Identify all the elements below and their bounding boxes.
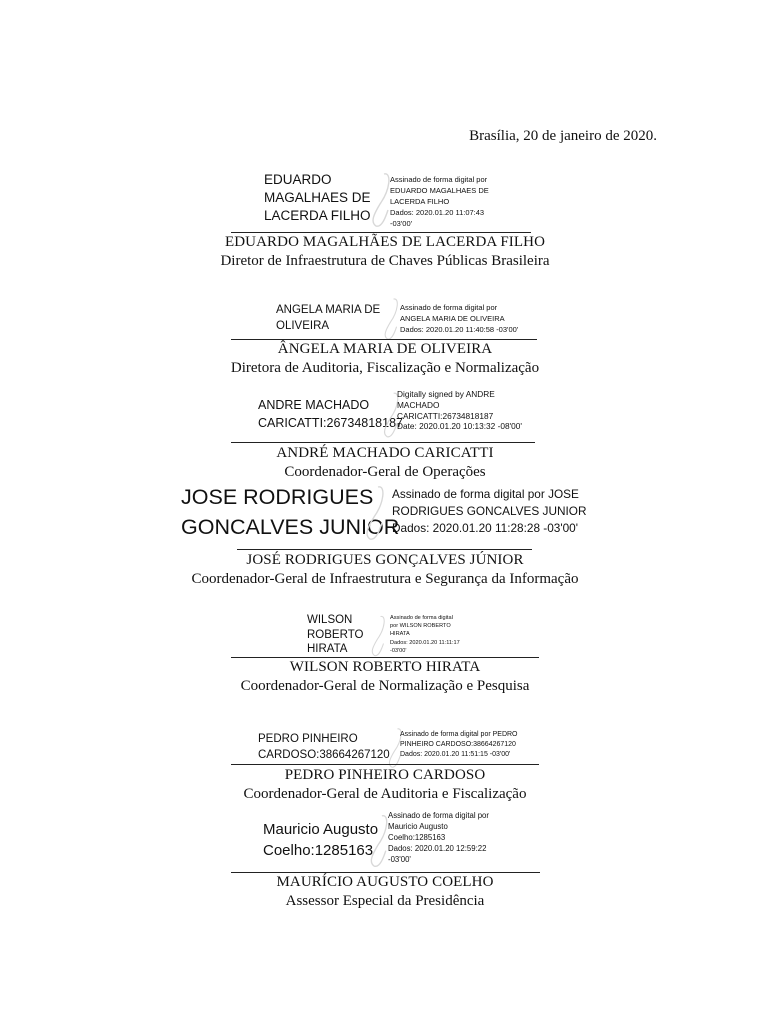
- signer-caption: [0, 551, 770, 589]
- signature-details: [400, 730, 540, 760]
- sig-detail-line: -03'00': [390, 647, 407, 654]
- signer-name-line: OLIVEIRA: [276, 320, 330, 332]
- sig-detail-line: Mauricio Augusto: [388, 822, 448, 831]
- sig-detail-line: Dados: 2020.01.20 11:11:17: [390, 639, 460, 646]
- signature-block-wilson: [307, 613, 363, 657]
- signer-name-line: ROBERTO: [307, 628, 364, 641]
- printed-name: ANDRÉ MACHADO CARICATTI: [276, 445, 494, 461]
- sig-detail-line: MACHADO: [397, 399, 440, 410]
- sig-detail-line: -03'00': [390, 219, 413, 228]
- signer-name-line: Mauricio Augusto: [263, 821, 379, 838]
- printed-name: EDUARDO MAGALHÃES DE LACERDA FILHO: [224, 234, 546, 250]
- signer-name-line: CARICATTI:26734818187: [258, 416, 403, 430]
- document-date: Brasília, 20 de janeiro de 2020.: [469, 128, 657, 144]
- signer-caption: [0, 766, 770, 804]
- signer-role: Diretora de Auditoria, Fiscalização e Normalização: [230, 360, 540, 376]
- signer-role: Coordenador-Geral de Auditoria e Fiscalização: [243, 786, 527, 802]
- signer-role: Coordenador-Geral de Infraestrutura e Segurança da Informação: [191, 571, 579, 587]
- signer-role: Coordenador-Geral de Normalização e Pesquisa: [240, 678, 530, 694]
- sig-detail-line: Date: 2020.01.20 10:13:32 -08'00': [397, 421, 522, 432]
- signer-name-line: EDUARDO: [264, 172, 332, 187]
- sig-detail-line: EDUARDO MAGALHAES DE: [390, 186, 489, 195]
- sig-detail-line: -03'00': [388, 855, 411, 864]
- signer-caption: [0, 340, 770, 378]
- sig-detail-line: Digitally signed by ANDRE: [397, 389, 495, 399]
- signer-name-line: HIRATA: [307, 643, 348, 655]
- printed-name: JOSÉ RODRIGUES GONÇALVES JÚNIOR: [246, 552, 524, 568]
- signer-role: Coordenador-Geral de Operações: [284, 464, 486, 480]
- signer-name-line: PEDRO PINHEIRO: [258, 733, 358, 745]
- signer-caption: [0, 444, 770, 482]
- printed-name: ÂNGELA MARIA DE OLIVEIRA: [277, 341, 493, 357]
- signer-name-line: LACERDA FILHO: [264, 208, 371, 223]
- sig-detail-line: ANGELA MARIA DE OLIVEIRA: [400, 314, 505, 323]
- sig-detail-line: Coelho:1285163: [388, 833, 446, 842]
- signer-name-line: MAGALHAES DE: [264, 190, 371, 205]
- signer-caption: [0, 658, 770, 696]
- signature-details: [392, 486, 612, 537]
- signature-details: [390, 614, 500, 655]
- sig-detail-line: Assinado de forma digital por: [388, 811, 489, 820]
- sig-detail-line: Assinado de forma digital por PEDRO: [400, 731, 518, 738]
- sig-detail-line: Assinado de forma digital por: [400, 303, 498, 312]
- signer-name-line: WILSON: [307, 614, 353, 626]
- signature-details: [388, 810, 518, 865]
- signer-name-line: Coelho:1285163: [263, 842, 374, 859]
- sig-detail-line: Assinado de forma digital por: [390, 175, 488, 184]
- signer-name-line: CARDOSO:38664267120: [258, 749, 390, 761]
- sig-detail-line: RODRIGUES GONCALVES JUNIOR: [392, 504, 587, 518]
- sig-detail-line: Dados: 2020.01.20 11:07:43: [390, 208, 485, 217]
- signer-caption: [0, 233, 770, 271]
- sig-detail-line: Dados: 2020.01.20 12:59:22: [388, 844, 487, 853]
- sig-detail-line: PINHEIRO CARDOSO:38664267120: [400, 741, 516, 748]
- signature-block-angela: [276, 302, 380, 334]
- signature-block-andre: [258, 396, 403, 432]
- signature-details: [397, 389, 537, 432]
- sig-detail-line: por WILSON ROBERTO: [390, 623, 451, 630]
- signature-block-pedro: [258, 731, 390, 763]
- signer-name-line: ANGELA MARIA DE: [276, 304, 381, 316]
- sig-detail-line: Dados: 2020.01.20 11:28:28 -03'00': [392, 521, 578, 535]
- signer-name-line: ANDRE MACHADO: [258, 398, 370, 412]
- signer-role: Assessor Especial da Presidência: [285, 893, 485, 909]
- printed-name: PEDRO PINHEIRO CARDOSO: [284, 767, 486, 783]
- signature-line: [231, 442, 535, 443]
- sig-detail-line: HIRATA: [390, 631, 410, 638]
- printed-name: MAURÍCIO AUGUSTO COELHO: [276, 874, 494, 890]
- signer-caption: [0, 873, 770, 911]
- sig-detail-line: LACERDA FILHO: [390, 197, 450, 206]
- sig-detail-line: Assinado de forma digital: [390, 615, 453, 621]
- signer-role: Diretor de Infraestrutura de Chaves Públicas Brasileira: [220, 253, 550, 269]
- signature-line: [231, 764, 539, 765]
- signature-block-mauricio: [263, 819, 378, 861]
- signer-name-line: GONCALVES JUNIOR: [181, 515, 400, 539]
- signature-block-jose: [181, 482, 399, 542]
- printed-name: WILSON ROBERTO HIRATA: [289, 659, 481, 675]
- sig-detail-line: Dados: 2020.01.20 11:51:15 -03'00': [400, 751, 511, 758]
- sig-detail-line: CARICATTI:26734818187: [397, 410, 494, 421]
- signer-name-line: JOSE RODRIGUES: [181, 485, 374, 509]
- signature-line: [237, 549, 532, 550]
- sig-detail-line: Dados: 2020.01.20 11:40:58 -03'00': [400, 325, 519, 334]
- signature-details: [390, 174, 520, 229]
- signature-details: [400, 302, 540, 335]
- sig-detail-line: Assinado de forma digital por JOSE: [392, 487, 579, 501]
